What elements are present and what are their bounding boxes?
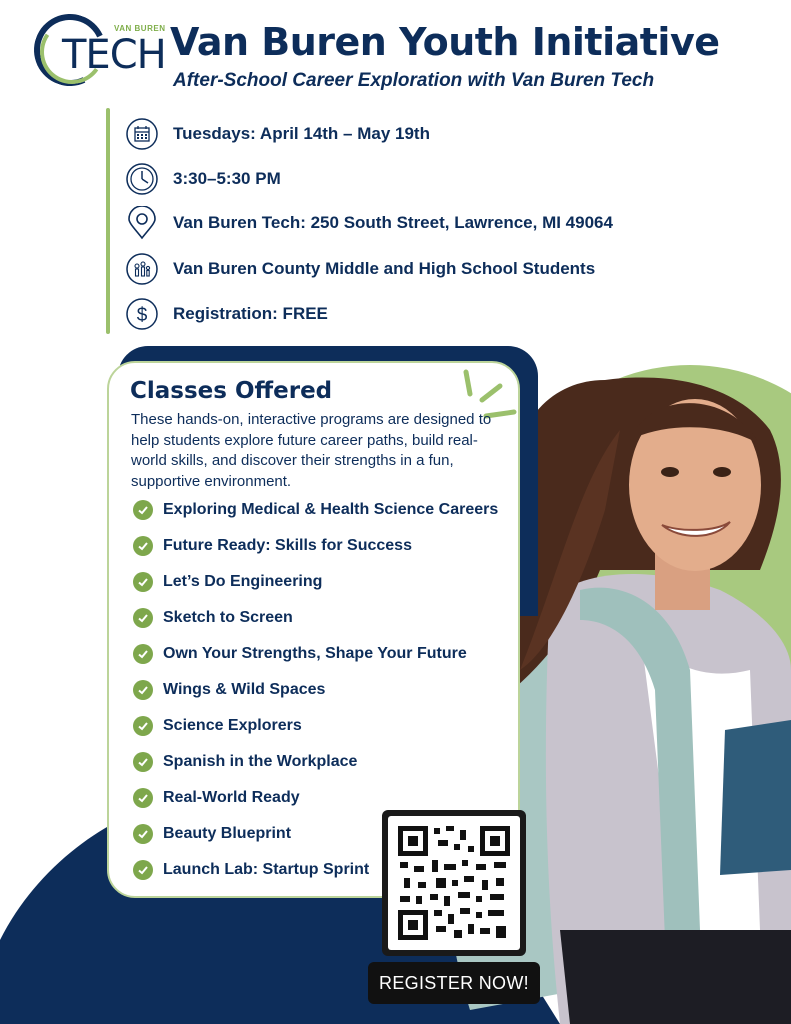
class-item <box>133 678 325 702</box>
page-subtitle: After-School Career Exploration with Van Buren Tech <box>173 70 655 91</box>
checkmark-icon <box>133 680 153 700</box>
info-row-time <box>126 161 281 197</box>
class-item <box>133 570 322 594</box>
class-label: Wings & Wild Spaces <box>163 681 326 698</box>
info-row-dates <box>126 116 430 152</box>
info-row-registration <box>126 296 328 332</box>
classes-title: Classes Offered <box>130 378 333 404</box>
classes-description: These hands-on, interactive programs are designed to help students explore future career paths, build real-world skills, and discover their strengths in a fun, supportive environment. <box>131 411 492 490</box>
calendar-icon <box>126 118 158 150</box>
checkmark-icon <box>133 788 153 808</box>
clock-icon <box>126 163 158 195</box>
class-item <box>133 858 369 882</box>
navy-wave-left <box>0 820 120 1024</box>
info-text-time: 3:30–5:30 PM <box>173 169 281 188</box>
svg-text:$: $ <box>136 305 148 326</box>
people-icon <box>126 253 158 285</box>
class-label: Sketch to Screen <box>163 609 293 626</box>
class-item <box>133 822 291 846</box>
checkmark-icon <box>133 752 153 772</box>
class-item <box>133 642 467 666</box>
checkmark-icon <box>133 824 153 844</box>
class-item <box>133 534 412 558</box>
info-text-location: Van Buren Tech: 250 South Street, Lawrence, MI 49064 <box>173 213 613 232</box>
location-pin-icon <box>126 207 158 239</box>
class-label: Real-World Ready <box>163 789 300 806</box>
class-label: Launch Lab: Startup Sprint <box>163 861 370 878</box>
checkmark-icon <box>133 860 153 880</box>
checkmark-icon <box>133 572 153 592</box>
class-item <box>133 498 498 522</box>
checkmark-icon <box>133 608 153 628</box>
page-title: Van Buren Youth Initiative <box>170 20 720 64</box>
checkmark-icon <box>133 536 153 556</box>
logo-small-text: VAN BUREN <box>114 24 166 33</box>
class-item <box>133 714 302 738</box>
info-divider <box>106 108 110 334</box>
dollar-icon <box>126 298 158 330</box>
class-label: Future Ready: Skills for Success <box>163 537 412 554</box>
class-label: Beauty Blueprint <box>163 825 292 842</box>
class-label: Spanish in the Workplace <box>163 753 358 770</box>
class-item <box>133 786 300 810</box>
class-label: Science Explorers <box>163 717 302 734</box>
register-now-button[interactable] <box>368 962 540 1004</box>
info-text-audience: Van Buren County Middle and High School Students <box>173 259 596 278</box>
class-item <box>133 750 357 774</box>
class-label: Let’s Do Engineering <box>163 573 323 590</box>
van-buren-tech-logo <box>34 12 166 94</box>
register-now-label: REGISTER NOW! <box>379 972 529 993</box>
checkmark-icon <box>133 500 153 520</box>
info-row-audience <box>126 251 595 287</box>
info-text-dates: Tuesdays: April 14th – May 19th <box>173 124 430 143</box>
logo-main-text: TECH <box>62 32 166 78</box>
info-text-registration: Registration: FREE <box>173 304 328 323</box>
qr-code[interactable] <box>398 826 510 940</box>
class-item <box>133 606 293 630</box>
class-label: Exploring Medical & Health Science Careers <box>163 501 499 518</box>
class-label: Own Your Strengths, Shape Your Future <box>163 645 467 662</box>
info-row-location <box>126 205 613 241</box>
checkmark-icon <box>133 644 153 664</box>
checkmark-icon <box>133 716 153 736</box>
